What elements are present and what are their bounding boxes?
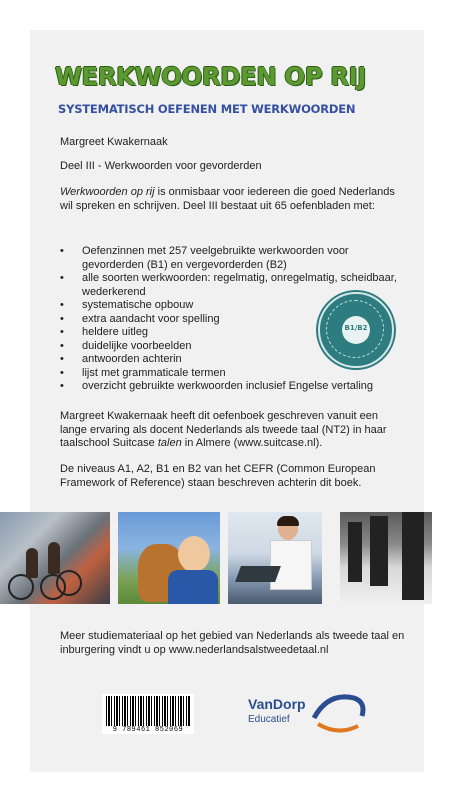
man-shirt (270, 540, 312, 590)
list-item-text: alle soorten werkwoorden: regelmatig, onregelmatig, scheidbaar, wederkerend (82, 272, 397, 298)
author-paragraph-text: Margreet Kwakernaak heeft dit oefenboek geschreven vanuit een lange ervaring als docent Nederlands als tweede taal (NT2) in haar taalschool Suitcase (60, 410, 387, 449)
boy-face (178, 536, 210, 572)
volume-title: Deel III - Werkwoorden voor gevorderden (60, 160, 262, 172)
publisher-name: VanDorp (248, 696, 306, 712)
barcode-bars (106, 696, 190, 726)
bullet-icon: • (60, 339, 64, 352)
list-item-text: Oefenzinnen met 257 veelgebruikte werkwoorden voor gevorderden (B1) en vergevorderden (B2) (82, 245, 349, 271)
boy-shirt (168, 570, 218, 604)
author-paragraph (60, 410, 405, 451)
photo-boy-with-dog (118, 512, 220, 604)
list-item-text: duidelijke voorbeelden (82, 339, 192, 352)
bullet-icon: • (60, 272, 64, 284)
bullet-icon: • (60, 366, 64, 379)
list-item-text: extra aandacht voor spelling (82, 312, 220, 325)
bullet-icon: • (60, 326, 64, 338)
author-paragraph-italic: talen (157, 437, 182, 449)
bullet-icon: • (60, 380, 64, 392)
bullet-icon: • (60, 353, 64, 365)
bullet-icon: • (60, 299, 64, 311)
publisher-subtitle: Educatief (248, 714, 290, 725)
laptop (235, 566, 281, 582)
bullet-icon: • (60, 245, 64, 257)
list-item (60, 245, 400, 272)
swoosh-icon (308, 690, 368, 740)
isbn-number: 9 789461 852069 (112, 726, 184, 734)
publisher-logo (248, 690, 378, 750)
pedestrian (348, 522, 362, 582)
list-item-text: lijst met grammaticale termen (82, 366, 226, 379)
cyclist (26, 548, 38, 578)
intro-book-title: Werkwoorden op rij (60, 186, 155, 198)
photo-man-with-laptop (228, 512, 322, 604)
intro-paragraph (60, 186, 405, 213)
list-item-text: overzicht gebruikte werkwoorden inclusief Engelse vertaling (82, 380, 374, 392)
seal-level-label: B1/B2 (344, 324, 368, 332)
list-item-text: heldere uitleg (82, 326, 149, 338)
cyclist (48, 542, 60, 574)
levels-paragraph: De niveaus A1, A2, B1 en B2 van het CEFR (Common European Framework of Reference) staan beschreven achterin dit boek. (60, 463, 376, 489)
man-hair (277, 516, 299, 526)
author-paragraph-end: in Almere (www.suitcase.nl). (181, 437, 323, 449)
photo-cyclists (0, 512, 110, 604)
pedestrian (402, 512, 424, 600)
list-item-text: systematische opbouw (82, 299, 194, 311)
book-title: WERKWOORDEN OP RIJ (55, 62, 366, 91)
more-material-text: Meer studiemateriaal op het gebied van Nederlands als tweede taal en inburgering vindt u op www.nederlandsalstweedetaal.nl (60, 630, 405, 656)
list-item-text: antwoorden achterin (82, 353, 182, 365)
bike-wheel (56, 570, 82, 596)
intro-text: is onmisbaar voor iedereen die goed Nederlands wil spreken en schrijven. Deel III bestaat uit 65 oefenbladen met: (60, 186, 395, 212)
author-name: Margreet Kwakernaak (60, 136, 168, 148)
list-item (60, 367, 400, 381)
photo-pedestrians (340, 512, 432, 604)
bullet-icon: • (60, 312, 64, 325)
pedestrian (370, 516, 388, 586)
isbn-barcode (102, 694, 194, 734)
european-framework-seal (318, 292, 394, 368)
list-item (60, 380, 400, 394)
book-subtitle: SYSTEMATISCH OEFENEN MET WERKWOORDEN (58, 102, 356, 116)
